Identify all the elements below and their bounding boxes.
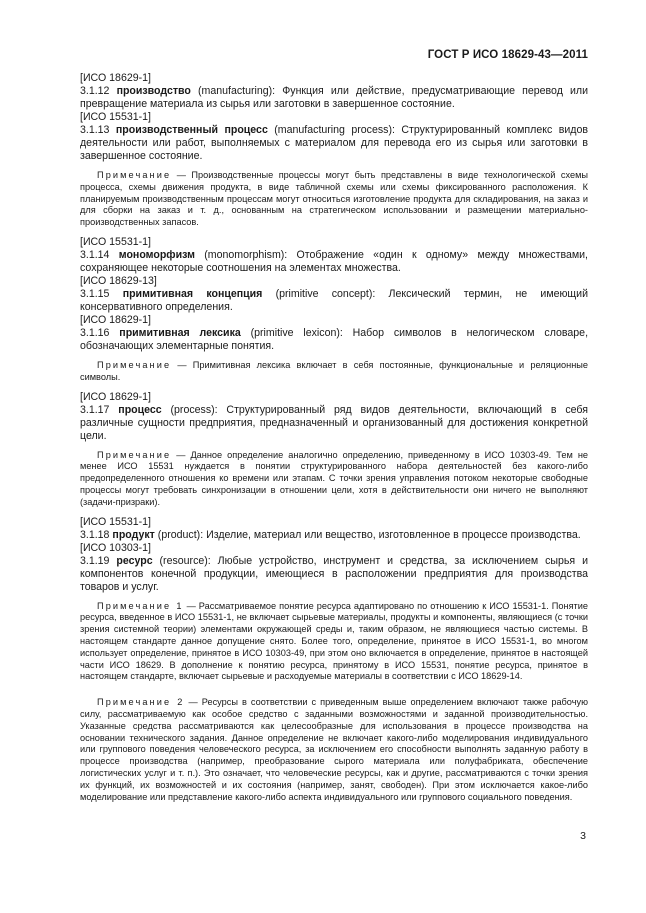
note-label: Примечание <box>97 359 172 370</box>
note-paragraph <box>80 360 588 384</box>
term-name: производственный процесс <box>115 124 268 136</box>
term-name: мономорфизм <box>118 248 195 261</box>
note-text: — Данное определение аналогично определению, приведенному в ИСО 10303-49. Тем не менее ИСО 15531 нуждается в понятии структурированного набора деятельностей без какого-либо предопределенного отношения ко времени или этапам. С точки зрения управления потоком некоторые свободные процессы могут требовать синхронизации в отношении цели, хотя в действительности они ничего не выполняют (задачи-призраки). <box>80 449 588 507</box>
term-definition <box>80 404 588 443</box>
source-reference: [ИСО 18629-1] <box>80 313 151 326</box>
term-text: (process): Структурированный ряд видов деятельности, включающий в себя различные сущности предприятия, предназначенный и организованный для достижения конкретной цели. <box>80 403 588 442</box>
note-text: — Ресурсы в соответствии с приведенным выше определением включают также рабочую силу, рассматриваемую как особое средство с заданными возможностями и заданной производительностью. Указанные средства рассматриваются как целесообразные для использования в процессе производства на основании технического задания. Данное определение не включает какого-либо моделирования индивидуального или группового поведения человеческого ресурса, за исключением его способности выполнять заданную работу в процессе производства (например, преобразование сырого материала или полуфабриката, обеспечение логистических услуг и т. п.). Это означает, что человеческие ресурсы, как и другие, рассматриваются с точки зрения их функций, их возможностей и их состояния (например, занят, свободен). При этом исключается какое-либо моделирование или представление какого-либо аспекта индивидуального или группового социального поведения. <box>80 697 588 802</box>
note-paragraph <box>80 170 588 229</box>
term-name: процесс <box>118 403 162 416</box>
source-reference: [ИСО 15531-1] <box>80 235 151 248</box>
term-definition <box>80 249 588 275</box>
note-paragraph <box>80 697 588 803</box>
source-reference: [ИСО 15531-1] <box>80 515 151 528</box>
page-number: 3 <box>580 830 586 842</box>
term-number: 3.1.14 <box>80 248 110 261</box>
term-definition <box>80 529 588 542</box>
note-label: Примечание <box>97 170 172 180</box>
term-definition <box>80 288 588 314</box>
term-text: (product): Изделие, материал или вещество, изготовленное в процессе производства. <box>154 528 581 541</box>
term-name: производство <box>116 85 191 97</box>
note-text: — Производственные процессы могут быть представлены в виде технологической схемы процесса, схемы движения продукта, в виде табличной схемы или схемы фиксированного расположения. К планируемым производственным процессам могут относиться изготовление продукта для складирования, на заказ и для сборки на заказ и т. д., основанным на стратегическом использовании и размещении материально-производственных запасов. <box>80 170 588 228</box>
term-number: 3.1.15 <box>80 287 110 300</box>
term-number: 3.1.13 <box>80 124 110 136</box>
note-paragraph <box>80 450 588 509</box>
term-definition <box>80 327 588 353</box>
term-number: 3.1.12 <box>80 85 110 97</box>
term-number: 3.1.19 <box>80 554 110 567</box>
source-reference: [ИСО 10303-1] <box>80 541 151 554</box>
source-reference: [ИСО 18629-13] <box>80 274 157 287</box>
term-definition <box>80 555 588 594</box>
source-reference: [ИСО 15531-1] <box>80 111 151 123</box>
term-name: примитивная лексика <box>119 326 241 339</box>
term-name: продукт <box>112 528 155 541</box>
term-name: примитивная концепция <box>122 287 263 300</box>
source-reference: [ИСО 18629-1] <box>80 390 151 403</box>
term-name: ресурс <box>116 554 153 567</box>
document-body <box>80 72 588 810</box>
note-text: — Рассматриваемое понятие ресурса адаптировано по отношению к ИСО 15531-1. Понятие ресурса, введенное в ИСО 15531-1, не включает сырьевые материалы, продукты и компоненты, являющиеся (с точки зрения системной теории) элементами окружающей среды и, таким образом, не являющиеся частью системы. В настоящем стандарте данное допущение снято. Более того, определение, принятое в ИСО 15531-1, во многом использует определение, принятое в ИСО 10303-49, при этом оно включается в определение, принятое в настоящей части ИСО 18629. В дополнение к понятию ресурса, принятому в ИСО 15531, понятие ресурса, принятое в настоящем стандарте, включает сырьевые и расходуемые материалы в соответствии с ИСО 18629-14. <box>80 600 588 682</box>
term-text: (resource): Любые устройство, инструмент и средства, за исключением сырья и компонентов конечной продукции, имеющиеся в расположении предприятия для производства товаров и услуг. <box>80 554 588 593</box>
note-label: Примечание 1 <box>97 600 184 611</box>
term-text: (primitive concept): Лексический термин, не имеющий консервативного определения. <box>80 287 588 313</box>
term-number: 3.1.17 <box>80 403 110 416</box>
term-text: (monomorphism): Отображение «один к одному» между множествами, сохраняющее некоторые соотношения на элементах множества. <box>80 248 588 274</box>
term-number: 3.1.18 <box>80 528 110 541</box>
note-label: Примечание 2 <box>97 697 185 708</box>
term-definition <box>80 124 588 163</box>
term-definition <box>80 85 588 111</box>
note-paragraph <box>80 601 588 684</box>
standard-header: ГОСТ Р ИСО 18629-43—2011 <box>427 49 588 61</box>
term-text: (manufacturing process): Структурированный комплекс видов деятельности или работ, выполняемых с материалом для перевода его из сырья или заготовки в завершенное состояние. <box>80 124 588 162</box>
term-text: (manufacturing): Функция или действие, предусматривающие перевод или превращение материала из сырья или заготовки в завершенное состояние. <box>80 85 588 110</box>
source-reference: [ИСО 18629-1] <box>80 72 151 84</box>
term-text: (primitive lexicon): Набор символов в нелогическом словаре, обозначающих элементарные понятия. <box>80 326 589 352</box>
note-label: Примечание <box>97 449 172 460</box>
note-text: — Примитивная лексика включает в себя постоянные, функциональные и реляционные символы. <box>80 359 588 382</box>
term-number: 3.1.16 <box>80 326 110 339</box>
